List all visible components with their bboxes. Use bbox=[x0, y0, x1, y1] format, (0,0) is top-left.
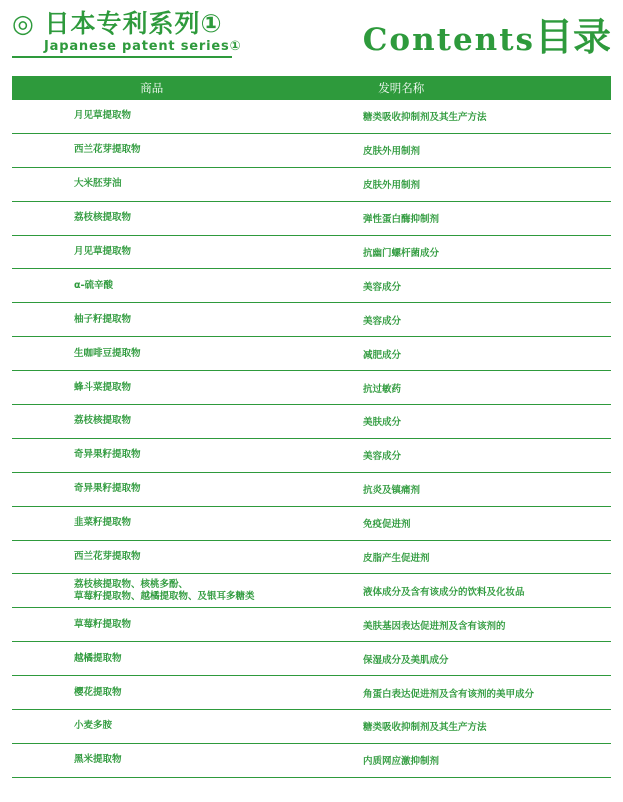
page-title: ◎ 日本专利系列① bbox=[12, 9, 223, 38]
table-row bbox=[12, 744, 611, 778]
cell-product bbox=[12, 178, 363, 190]
contents-zh: 目录 bbox=[534, 15, 611, 59]
product-name: 大米胚芽油 bbox=[74, 178, 122, 190]
cell-product bbox=[12, 551, 363, 563]
table-row bbox=[12, 337, 611, 371]
table-row bbox=[12, 269, 611, 303]
product-name: 月见草提取物 bbox=[74, 110, 132, 122]
patent-table bbox=[12, 76, 611, 778]
cell-product bbox=[12, 517, 363, 529]
table-row bbox=[12, 100, 611, 134]
table-row bbox=[12, 507, 611, 541]
cell-invention: 免疫促进剂 bbox=[363, 519, 411, 531]
cell-invention: 糖类吸收抑制剂及其生产方法 bbox=[363, 112, 487, 124]
table-row bbox=[12, 642, 611, 676]
cell-invention: 抗过敏药 bbox=[363, 383, 402, 395]
cell-invention: 减肥成分 bbox=[363, 349, 402, 361]
contents-heading bbox=[363, 6, 611, 61]
table-row bbox=[12, 236, 611, 270]
cell-product bbox=[12, 314, 363, 326]
table-row bbox=[12, 371, 611, 405]
table-row bbox=[12, 303, 611, 337]
cell-product bbox=[12, 619, 363, 631]
product-name: 奇异果籽提取物 bbox=[74, 449, 141, 461]
cell-product bbox=[12, 687, 363, 699]
cell-invention: 保湿成分及美肌成分 bbox=[363, 654, 449, 666]
product-name: 生咖啡豆提取物 bbox=[74, 347, 141, 359]
table-row bbox=[12, 405, 611, 439]
cell-invention: 美肤基因表达促进剂及含有该剂的 bbox=[363, 620, 506, 632]
cell-invention: 皮肤外用制剂 bbox=[363, 146, 421, 158]
table-row bbox=[12, 202, 611, 236]
cell-product bbox=[12, 280, 363, 292]
cell-invention: 皮脂产生促进剂 bbox=[363, 553, 430, 565]
cell-product bbox=[12, 382, 363, 394]
table-row bbox=[12, 608, 611, 642]
col-product-header: 商品 bbox=[140, 81, 164, 95]
product-name: 西兰花芽提取物 bbox=[74, 551, 141, 563]
contents-en: Contents bbox=[362, 22, 535, 58]
table-row bbox=[12, 676, 611, 710]
cell-invention: 皮肤外用制剂 bbox=[363, 180, 421, 192]
cell-invention: 内质网应激抑制剂 bbox=[363, 756, 440, 768]
cell-product bbox=[12, 415, 363, 427]
cell-product bbox=[12, 754, 363, 766]
table-body bbox=[12, 100, 611, 778]
cell-invention: 美肤成分 bbox=[363, 417, 402, 429]
product-name-line2: 草莓籽提取物、越橘提取物、及银耳多糖类 bbox=[74, 590, 255, 602]
product-name: 荔枝核提取物 bbox=[74, 212, 132, 224]
cell-product bbox=[12, 483, 363, 495]
cell-invention: 抗炎及镇痛剂 bbox=[363, 485, 421, 497]
product-name: 奇异果籽提取物 bbox=[74, 483, 141, 495]
page-subtitle: Japanese patent series① bbox=[44, 39, 242, 54]
table-row bbox=[12, 541, 611, 575]
subtitle-underline bbox=[12, 56, 232, 58]
product-name: 荔枝核提取物、核桃多酚、 bbox=[74, 578, 189, 590]
cell-invention: 美容成分 bbox=[363, 281, 402, 293]
product-name: 黑米提取物 bbox=[74, 754, 122, 766]
table-row bbox=[12, 134, 611, 168]
product-name: 韭菜籽提取物 bbox=[74, 517, 132, 529]
table-row bbox=[12, 574, 611, 608]
cell-product bbox=[12, 348, 363, 360]
col-invention-header: 发明名称 bbox=[378, 81, 425, 95]
cell-product bbox=[12, 144, 363, 156]
cell-invention: 弹性蛋白酶抑制剂 bbox=[363, 214, 440, 226]
product-name: 荔枝核提取物 bbox=[74, 415, 132, 427]
product-name: 柚子籽提取物 bbox=[74, 313, 132, 325]
product-name: 小麦多胺 bbox=[74, 720, 113, 732]
cell-invention: 角蛋白表达促进剂及含有该剂的美甲成分 bbox=[363, 688, 535, 700]
cell-product bbox=[12, 246, 363, 258]
product-name: 西兰花芽提取物 bbox=[74, 144, 141, 156]
table-row bbox=[12, 168, 611, 202]
cell-product bbox=[12, 449, 363, 461]
cell-invention: 糖类吸收抑制剂及其生产方法 bbox=[363, 722, 487, 734]
cell-product bbox=[12, 579, 363, 603]
table-row bbox=[12, 473, 611, 507]
product-name: 草莓籽提取物 bbox=[74, 618, 132, 630]
cell-invention: 液体成分及含有该成分的饮料及化妆品 bbox=[363, 586, 525, 598]
product-name: 蜂斗菜提取物 bbox=[74, 381, 132, 393]
product-name: 越橘提取物 bbox=[74, 652, 122, 664]
product-name: α-硫辛酸 bbox=[74, 279, 113, 291]
cell-invention: 抗幽门螺杆菌成分 bbox=[363, 248, 440, 259]
table-header bbox=[12, 76, 611, 100]
cell-product bbox=[12, 212, 363, 224]
cell-product bbox=[12, 110, 363, 122]
cell-invention: 美容成分 bbox=[363, 451, 402, 463]
table-row bbox=[12, 439, 611, 473]
product-name: 月见草提取物 bbox=[74, 246, 132, 257]
cell-product bbox=[12, 720, 363, 732]
table-row bbox=[12, 710, 611, 744]
cell-product bbox=[12, 653, 363, 665]
cell-invention: 美容成分 bbox=[363, 315, 402, 327]
product-name: 樱花提取物 bbox=[74, 686, 122, 698]
